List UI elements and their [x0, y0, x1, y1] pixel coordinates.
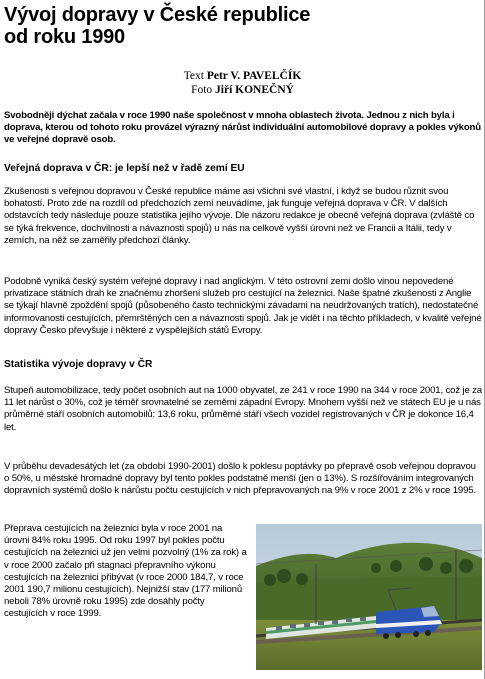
article-title [4, 4, 310, 48]
title-line-1: Vývoj dopravy v České republice [4, 4, 311, 26]
lead-paragraph: Svobodněji dýchat začala v roce 1990 naše společnost v mnoha oblastech života. Jednou z nich byla i doprava, kterou od tohoto roku provázel výrazný nárůst individuální automobilové dopravy a pokles výkonů ve veřejné dopravě osob. [4, 110, 481, 146]
paragraph-demand-decline: V průběhu devadesátých let (za období 1990-2001) došlo k poklesu poptávky po přepravě osob veřejnou dopravou o 50%, u městské hromadné dopravy byl tento pokles podstatně menší (jen o 13%). S rozšířováním integrovaných dopravních systémů došlo k nárůstu počtu cestujících v nich přepravovaných na 9% v roce 2001 z 2% v roce 1995. [4, 461, 476, 497]
foto-author: Jiří KONEČNÝ [215, 84, 294, 96]
section-heading-public-transport: Veřejná doprava v ČR: je lepší než v řadě zemí EU [4, 163, 245, 174]
text-author: Petr V. PAVELČÍK [206, 70, 302, 82]
byline-text: Text Petr V. PAVELČÍK [183, 70, 302, 82]
title-line-2: od roku 1990 [4, 26, 125, 48]
paragraph-england: Podobně vyniká český systém veřejné dopravy i nad anglickým. V této ostrovní zemi došlo vinou nepovedené privatizace státních drah ke značnému zhoršení služeb pro cestující na železnici. Naše špatné zkušenosti z Anglie se týkají hlavně zpoždění spojů (působeného často technickými závadami na neudržovaných tratích), nedostatečné informovanosti cestujících, přemrštěných cen a návaznosti spojů. Jak je vidět i na těchto příkladech, v kvalitě veřejné dopravy Česko převyšuje i některé z vyspělejších států Evropy. [4, 276, 482, 336]
paragraph-automobilization: Stupeň automobilizace, tedy počet osobních aut na 1000 obyvatel, ze 241 v roce 1990 na 344 v roce 2001, což je za 11 let nárůst o 30%, což je téměř srovnatelné se zeměmi západní Evropy. Mnohem vyšší než ve státech EU je u nás průměrné stáří osobních automobilů: 13,6 roku, průměrné stáří všech vozidel registrovaných v ČR je dokonce 16,4 let. [4, 385, 482, 433]
paragraph-railway: Přeprava cestujících na železnici byla v roce 2001 na úrovni 84% roku 1995. Od roku 1997 byl pokles počtu cestujících na železnici už jen velmi pozvolný (1% za rok) a v roce 2000 začalo při stagnaci přepravního výkonu cestujících na železnici přibývat (v roce 2000 184,7, v roce 2001 190,7 milionu cestujících). Nejnižší stav (177 milionů neboli 78% úrovně roku 1995) zde dosáhly počty cestujících v roce 1999. [4, 523, 247, 620]
train-photo-illustration [256, 524, 482, 670]
byline-foto: Foto Jiří KONEČNÝ [191, 84, 294, 96]
paragraph-experiences: Zkušenosti s veřejnou dopravou v České republice máme asi všichni své vlastní, i když se budou různit svou bohatostí. Proto zde na rozdíl od předchozích zemí neuvádíme, jak funguje veřejná doprava v ČR. V dalších odstavcích tedy následuje pouze statistika jejího vývoje. Dle názoru redakce je obecně veřejná doprava (zvláště co se týká frekvence, dochvilnosti a návaznosti spojů) u nás na celkově vyšší úrovni než ve Francii a Itálii, tedy v zemích, na něž se zaměřily předchozí články. [4, 186, 475, 246]
train-photo [256, 524, 482, 670]
section-heading-statistics: Statistika vývoje dopravy v ČR [4, 359, 153, 370]
